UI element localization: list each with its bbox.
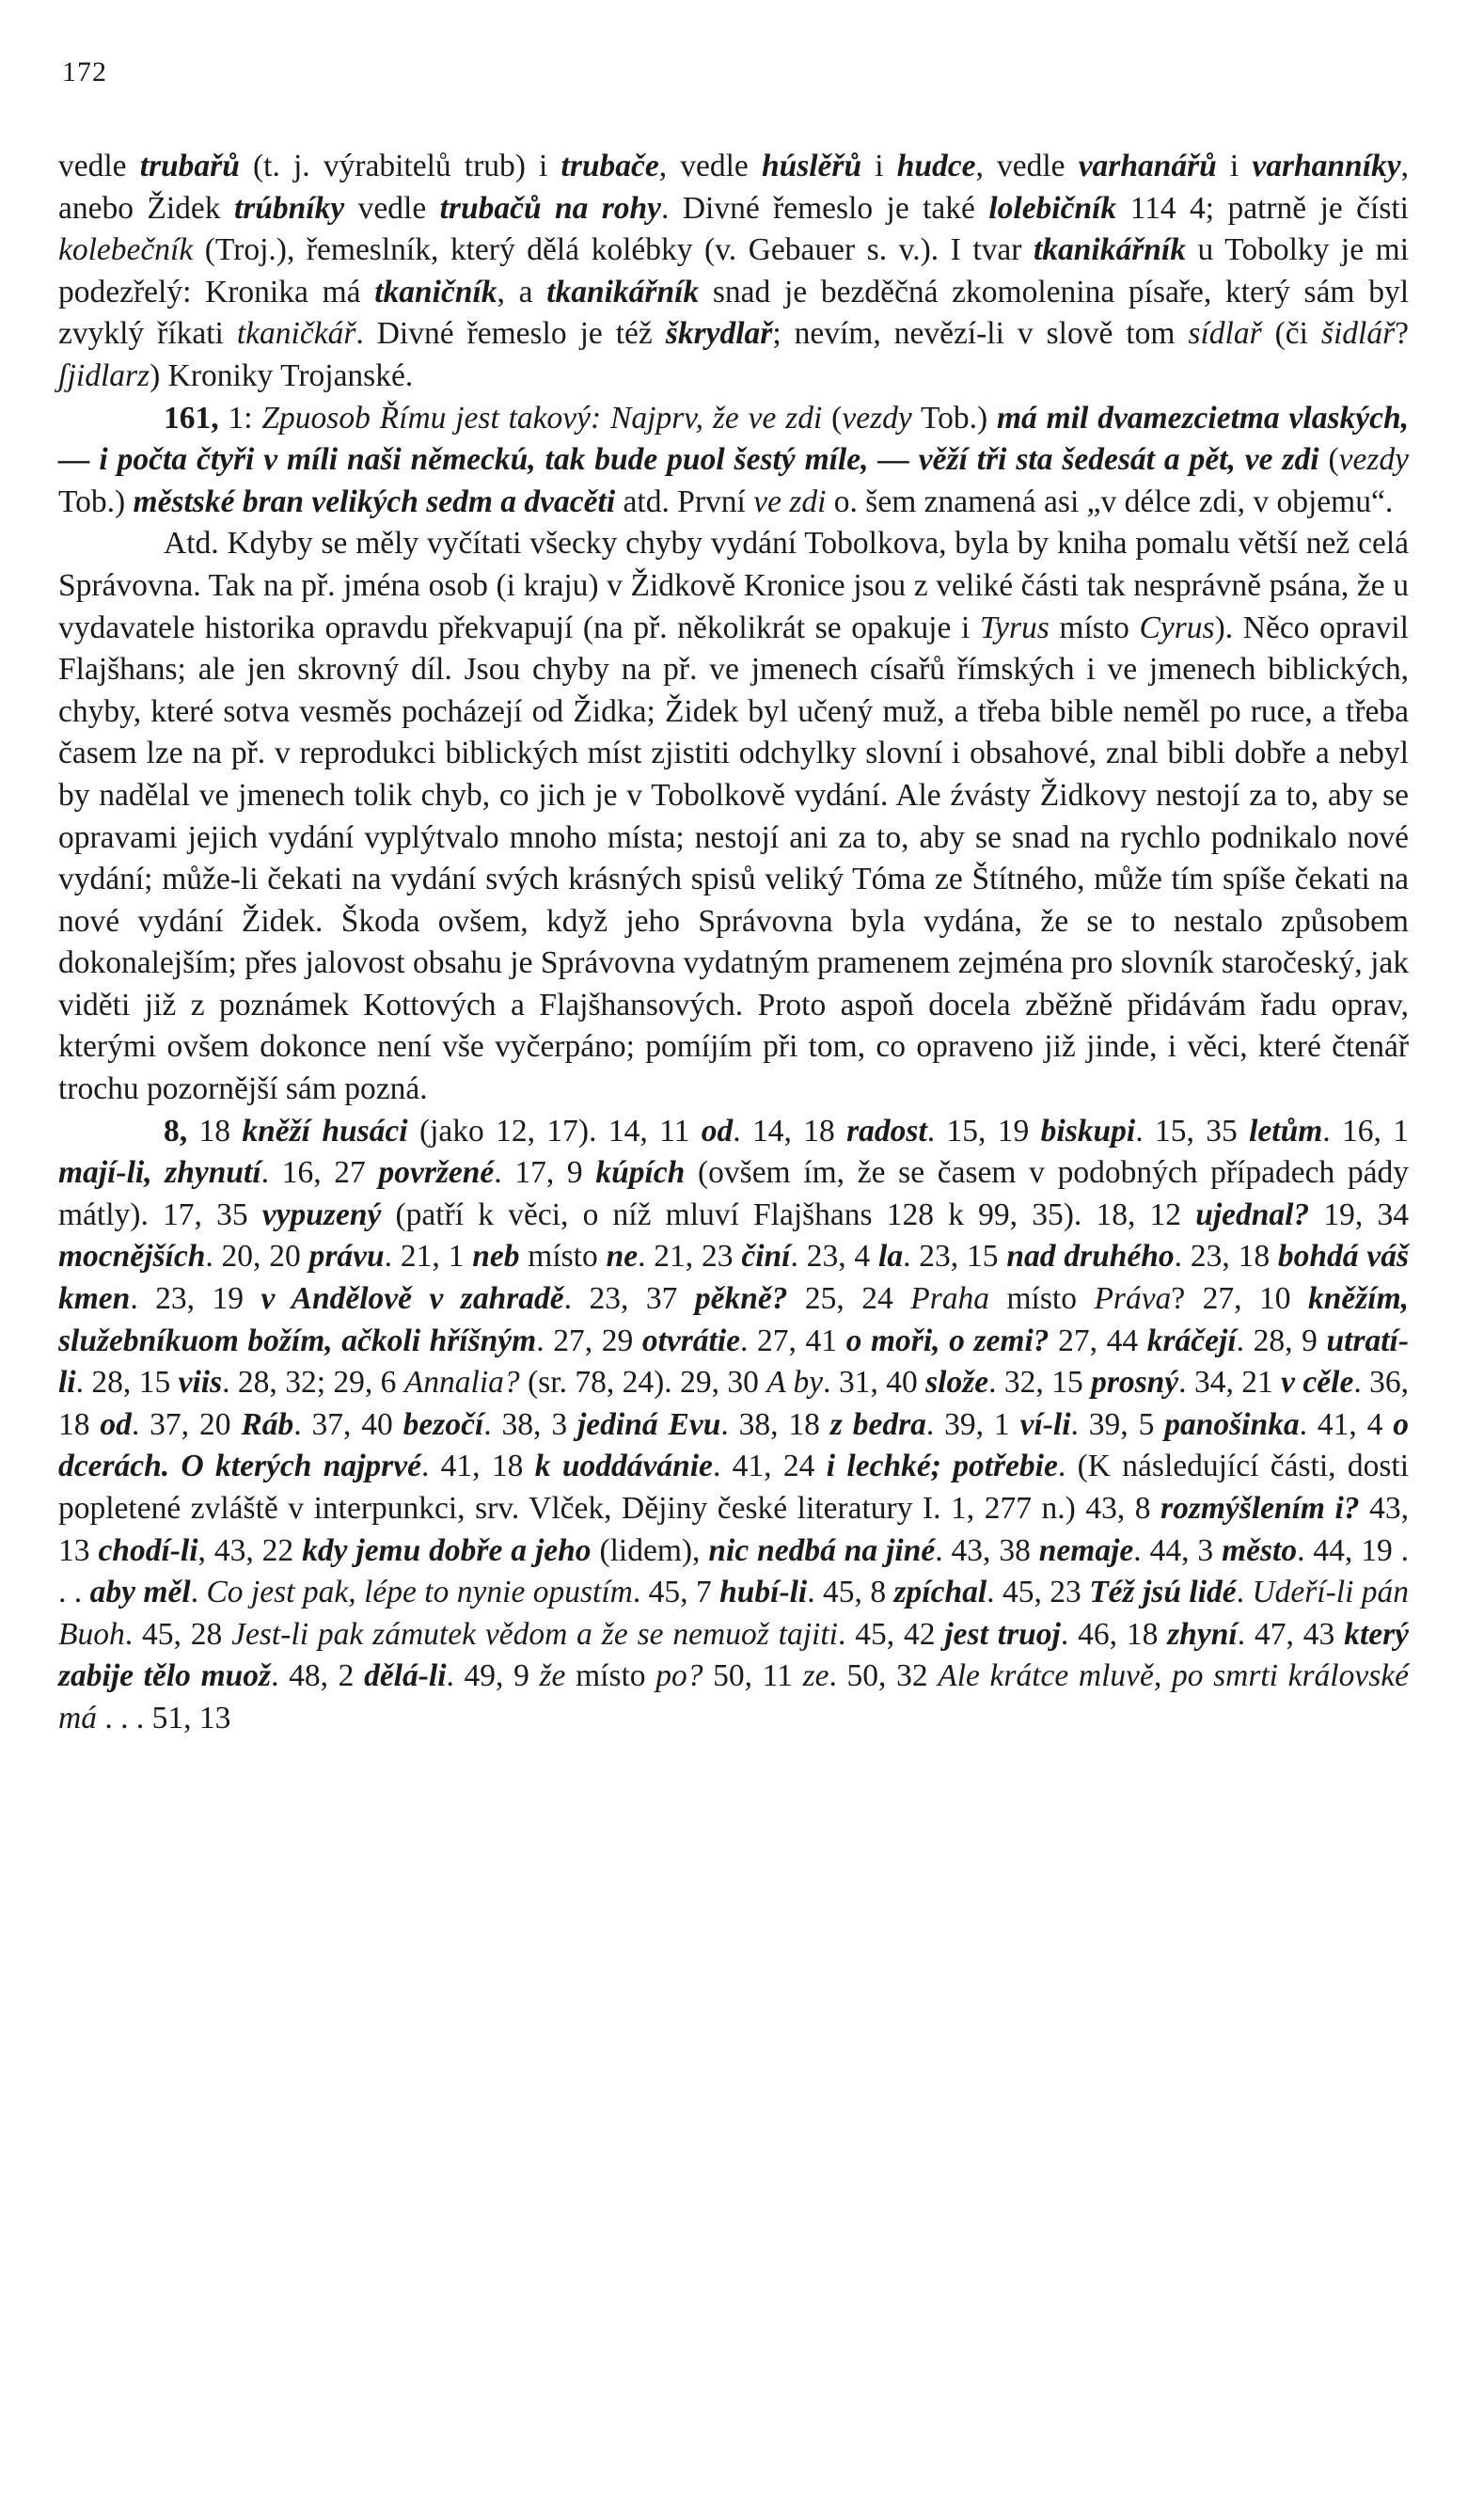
paragraph: 161, 1: Zpuosob Římu jest takový: Najprv, že ve zdi (vezdy Tob.) má mil dvamezcietma vlaských, — i počta čtyři v míli naši německú, tak bude puol šestý míle, — věží tři sta šedesát a pět, ve zdi (vezdy Tob.) městské bran velikých sedm a dvacěti atd. První ve zdi o. šem znamená asi „v délce zdi, v objemu“.: [58, 400, 1410, 519]
page-number: 172: [62, 56, 107, 87]
body-text: [58, 146, 1409, 1740]
paragraph: 8, 18 kněží husáci (jako 12, 17). 14, 11 od. 14, 18 radost. 15, 19 biskupi. 15, 35 letům. 16, 1 mají-li, zhynutí. 16, 27 povržené. 17, 9 kúpích (ovšem ím, že se časem v podobných případech pády mátly). 17, 35 vypuzený (patří k věci, o níž mluví Flajšhans 128 k 99, 35). 18, 12 ujednal? 19, 34 mocnějších. 20, 20 právu. 21, 1 neb místo ne. 21, 23 činí. 23, 4 la. 23, 15 nad druhého. 23, 18 bohdá váš kmen. 23, 19 v Andělově v zahradě. 23, 37 pěkně? 25, 24 Praha místo Práva? 27, 10 kněžím, služebníkuom božím, ačkoli hříšným. 27, 29 otvrátie. 27, 41 o moři, o zemi? 27, 44 kráčejí. 28, 9 utratí-li. 28, 15 viis. 28, 32; 29, 6 Annalia? (sr. 78, 24). 29, 30 A by. 31, 40 slože. 32, 15 prosný. 34, 21 v cěle. 36, 18 od. 37, 20 Ráb. 37, 40 bezočí. 38, 3 jediná Evu. 38, 18 z bedra. 39, 1 ví-li. 39, 5 panošinka. 41, 4 o dcerách. O kterých najprvé. 41, 18 k uoddávánie. 41, 24 i lechké; potřebie. (K následující části, dosti popletené zvláště v interpunkci, srv. Vlček, Dějiny české literatury I. 1, 277 n.) 43, 8 rozmýšlením i? 43, 13 chodí-li, 43, 22 kdy jemu dobře a jeho (lidem), nic nedbá na jiné. 43, 38 nemaje. 44, 3 město. 44, 19 . . . aby měl. Co jest pak, lépe to nynie opustím. 45, 7 hubí-li. 45, 8 zpíchal. 45, 23 Též jsú lidé. Udeří-li pán Buoh. 45, 28 Jest-li pak zámutek vědom a že se nemuož tajiti. 45, 42 jest truoj. 46, 18 zhyní. 47, 43 který zabije tělo muož. 48, 2 dělá-li. 49, 9 že místo po? 50, 11 ze. 50, 32 Ale krátce mluvě, po smrti královské má . . . 51, 13: [58, 1113, 1410, 1735]
paragraph: Atd. Kdyby se měly vyčítati všecky chyby vydání Tobolkova, byla by kniha pomalu větší než celá Správovna. Tak na př. jména osob (i kraju) v Židkově Kronice jsou z veliké části tak nesprávně psána, že u vydavatele historika opravdu překvapují (na př. několikrát se opakuje i Tyrus místo Cyrus). Něco opravil Flajšhans; ale jen skrovný díl. Jsou chyby na př. ve jmenech císařů římských i ve jmenech biblických, chyby, které sotva vesměs pocházejí od Židka; Židek byl učený muž, a třeba bible neměl po ruce, a třeba časem lze na př. v reprodukci biblických míst zjistiti odchylky slovní i obsahové, znal bibli dobře a nebyl by nadělal ve jmenech tolik chyb, co jich je v Tobolkově vydání. Ale źvásty Židkovy nestojí za to, aby se opravami jejich vydání vyplýtvalo mnoho místa; nestojí ani za to, aby se snad na rychlo podnikalo nové vydání; může-li čekati na vydání svých krásných spisů veliký Tóma ze Štítného, může tím spíše čekati na nové vydání Židek. Škoda ovšem, když jeho Správovna byla vydána, že se to nestalo způsobem dokonalejším; přes jalovost obsahu je Správovna vydatným pramenem zejména pro slovník staročeský, jak viděti již z poznámek Kottových a Flajšhansových. Proto aspoň docela zběžně přidávám řadu oprav, kterými ovšem dokonce není vše vyčerpáno; pomíjím při tom, co opraveno již jinde, i věci, které čtenář trochu pozornější sám pozná.: [58, 526, 1409, 1107]
paragraph: vedle trubařů (t. j. výrabitelů trub) i trubače, vedle húslěřů i hudce, vedle varhanářů i varhanníky, anebo Židek trúbníky vedle trubačů na rohy. Divné řemeslo je také lolebičník 114 4; patrně je čísti kolebečník (Troj.), řemeslník, který dělá kolébky (v. Gebauer s. v.). I tvar tkanikářník u Tobolky je mi podezřelý: Kronika má tkaničník, a tkanikářník snad je bezděčná zkomolenina písaře, který sám byl zvyklý říkati tkaničkář. Divné řemeslo je též škrydlař; nevím, nevězí-li v slově tom sídlař (či šidlář? ʃjidlarz) Kroniky Trojanské.: [58, 149, 1410, 393]
